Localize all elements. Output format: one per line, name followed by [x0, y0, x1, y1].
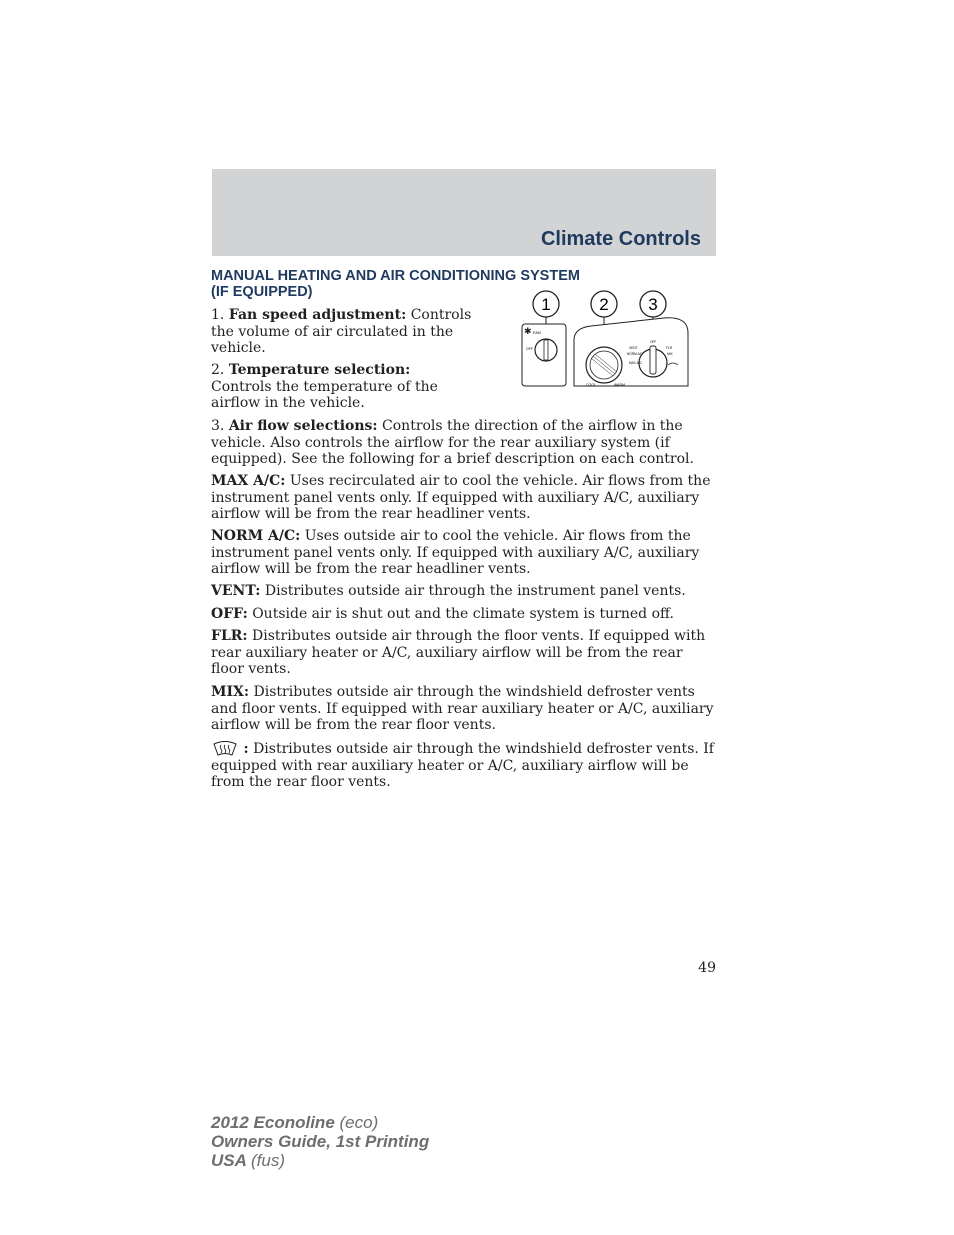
item-text: Controls the temperature of the airflow in the vehicle. — [211, 378, 438, 411]
item-2 — [211, 362, 481, 412]
item-text: Controls the volume of air circulated in the vehicle. — [211, 307, 472, 356]
item-label: Temperature selection: — [228, 362, 411, 378]
mode-label: MIX: — [211, 684, 250, 700]
cool-label: COOL — [586, 383, 596, 387]
mode-label: OFF: — [211, 606, 248, 622]
fan-icon: ✱ — [524, 327, 532, 337]
mix-label: MIX — [667, 352, 673, 356]
climate-control-figure — [516, 288, 692, 390]
fan-label: FAN — [533, 330, 541, 335]
header-band — [212, 169, 716, 256]
item-3 — [211, 418, 716, 468]
warm-label: WARM — [614, 383, 625, 387]
svg-text:1: 1 — [541, 295, 551, 314]
fan-off-label: OFF — [526, 347, 533, 351]
item-number: 1. — [211, 307, 225, 323]
mode-text: Uses recirculated air to cool the vehicle. Air flows from the instrument panel vents only. If equipped with auxiliary A/C, auxiliary airflow will be from the rear headliner vents. — [211, 473, 711, 522]
mode-defrost — [211, 740, 716, 791]
mode-text: Distributes outside air through the floor vents. If equipped with rear auxiliary heater or A/C, auxiliary airflow will be from the rear floor vents. — [211, 628, 706, 677]
item-label: Fan speed adjustment: — [228, 307, 407, 323]
svg-text:3: 3 — [648, 295, 658, 314]
section-heading-line1: MANUAL HEATING AND AIR CONDITIONING SYSTEM — [211, 268, 580, 284]
norm-ac-label: NORM A/C — [627, 352, 643, 356]
section-heading-line2: (IF EQUIPPED) — [211, 284, 313, 300]
flr-label: FLR — [666, 346, 673, 350]
mode-flr — [211, 628, 716, 678]
defrost-icon — [211, 740, 239, 756]
mode-norm-ac — [211, 528, 716, 578]
footer — [211, 1113, 429, 1170]
mode-text: Distributes outside air through the instrument panel vents. — [264, 583, 686, 599]
mode-text: Distributes outside air through the windshield defroster vents. If equipped with rear auxiliary heater or A/C, auxiliary airflow will be from the rear floor vents. — [211, 741, 714, 790]
mode-text: Uses outside air to cool the vehicle. Air flows from the instrument panel vents only. If equipped with auxiliary A/C, auxiliary airflow will be from the rear headliner vents. — [211, 528, 700, 577]
mode-text: Distributes outside air through the windshield defroster vents and floor vents. If equipped with rear auxiliary heater or A/C, auxiliary airflow will be from the rear floor vents. — [211, 684, 714, 733]
section-title: Climate Controls — [540, 228, 701, 250]
off2-label: OFF — [650, 340, 657, 344]
max-ac-label: MAX A/C — [629, 361, 642, 365]
item-text: Controls the direction of the airflow in the vehicle. Also controls the airflow for the rear auxiliary system (if equipped). See the following for a brief description on each control. — [211, 418, 694, 467]
mode-max-ac — [211, 473, 716, 523]
mode-text: Outside air is shut out and the climate system is turned off. — [252, 606, 674, 622]
footer-line1: 2012 Econoline (eco) — [211, 1113, 379, 1132]
mode-label: : — [243, 741, 249, 757]
mode-label: FLR: — [211, 628, 248, 644]
callout-2 — [591, 291, 617, 317]
footer-line2: Owners Guide, 1st Printing — [211, 1132, 430, 1151]
mode-mix — [211, 684, 716, 734]
vent-label: VENT — [629, 346, 638, 350]
item-number: 2. — [211, 362, 225, 378]
item-label: Air flow selections: — [228, 418, 378, 434]
svg-text:2: 2 — [599, 295, 609, 314]
mode-off — [211, 606, 716, 623]
callout-3 — [640, 291, 666, 317]
page-number: 49 — [698, 960, 716, 976]
footer-line3: USA (fus) — [211, 1151, 285, 1170]
mode-vent — [211, 583, 716, 600]
item-number: 3. — [211, 418, 225, 434]
callout-1 — [533, 291, 559, 317]
mode-label: MAX A/C: — [211, 473, 286, 489]
mode-label: VENT: — [211, 583, 261, 599]
mode-label: NORM A/C: — [211, 528, 301, 544]
item-1 — [211, 307, 481, 357]
